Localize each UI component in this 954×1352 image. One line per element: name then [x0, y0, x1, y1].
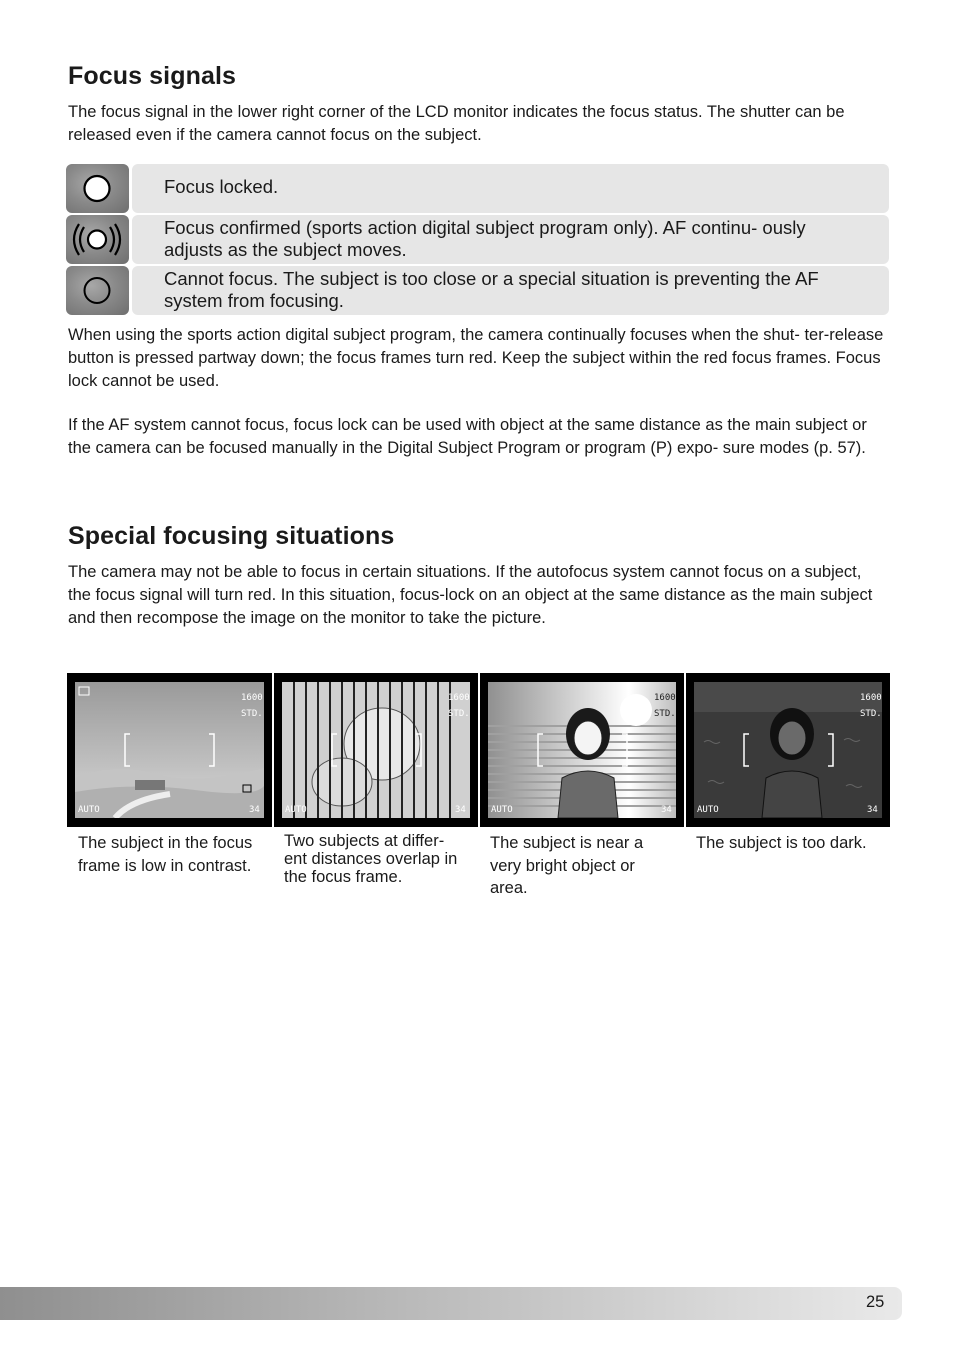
lcd-example-dark — [686, 673, 890, 827]
lcd-iso-label: 1600 — [654, 693, 676, 703]
section-title-focus-signals: Focus signals — [68, 62, 237, 90]
lcd-quality-label: STD. — [654, 709, 676, 719]
lcd-example-low-contrast — [67, 673, 272, 827]
lcd-iso-label: 1600 — [241, 693, 263, 703]
signal-text-confirmed: Focus confirmed (sports action digital subject program only). AF continu- ously adjusts as the subject moves. — [164, 217, 806, 260]
focus-signals-para2: If the AF system cannot focus, focus lock can be used with object at the same distance as the main subject or the camera can be focused manually in the Digital Subject Program or program (P) expo- sure modes (p. 57). — [68, 416, 867, 457]
lcd-mode-label: AUTO — [697, 805, 719, 815]
lcd-mode-label: AUTO — [78, 805, 100, 815]
lcd-mode-label: AUTO — [285, 805, 307, 815]
signal-row-cannot — [66, 266, 889, 315]
lcd-quality-label: STD. — [860, 709, 882, 719]
caption-dark: The subject is too dark. — [696, 834, 867, 852]
focus-locked-icon — [66, 164, 129, 213]
lcd-mode-label: AUTO — [491, 805, 513, 815]
caption-low-contrast: The subject in the focus frame is low in contrast. — [78, 834, 253, 875]
focus-signals-intro: The focus signal in the lower right corner of the LCD monitor indicates the focus status. The shutter can be released even if the camera cannot focus on the subject. — [68, 103, 845, 144]
special-focusing-intro: The camera may not be able to focus in certain situations. If the autofocus system cannot focus on a subject, the focus signal will turn red. In this situation, focus-lock on an object at the same distance as the main subject and then recompose the image on the monitor to take the picture. — [68, 563, 873, 627]
lcd-quality-label: STD. — [241, 709, 263, 719]
lcd-frames-label: 34 — [455, 805, 466, 815]
caption-bright: The subject is near a very bright object or area. — [490, 834, 644, 897]
signal-row-locked — [66, 164, 889, 213]
lcd-frames-label: 34 — [867, 805, 878, 815]
section-title-special-focusing: Special focusing situations — [68, 522, 395, 550]
signal-text-locked: Focus locked. — [164, 176, 279, 197]
cannot-focus-icon — [66, 266, 129, 315]
lcd-example-bright — [480, 673, 684, 827]
signal-text-cannot: Cannot focus. The subject is too close or a special situation is preventing the AF system from focusing. — [164, 268, 819, 311]
lcd-frames-label: 34 — [661, 805, 672, 815]
lcd-quality-label: STD. — [448, 709, 470, 719]
page-number: 25 — [866, 1293, 885, 1311]
lcd-frames-label: 34 — [249, 805, 260, 815]
footer-bar — [0, 1287, 902, 1320]
signal-row-confirmed — [66, 215, 889, 264]
focus-confirmed-icon — [66, 215, 129, 264]
lcd-iso-label: 1600 — [860, 693, 882, 703]
caption-overlap: Two subjects at differ- ent distances overlap in the focus frame. — [284, 832, 458, 886]
lcd-iso-label: 1600 — [448, 693, 470, 703]
lcd-example-overlap — [274, 673, 478, 827]
focus-signals-para1: When using the sports action digital subject program, the camera continually focuses when the shut- ter-release button is pressed partway down; the focus frames turn red. Keep the subject within the red focus frames. Focus lock cannot be used. — [68, 326, 884, 390]
